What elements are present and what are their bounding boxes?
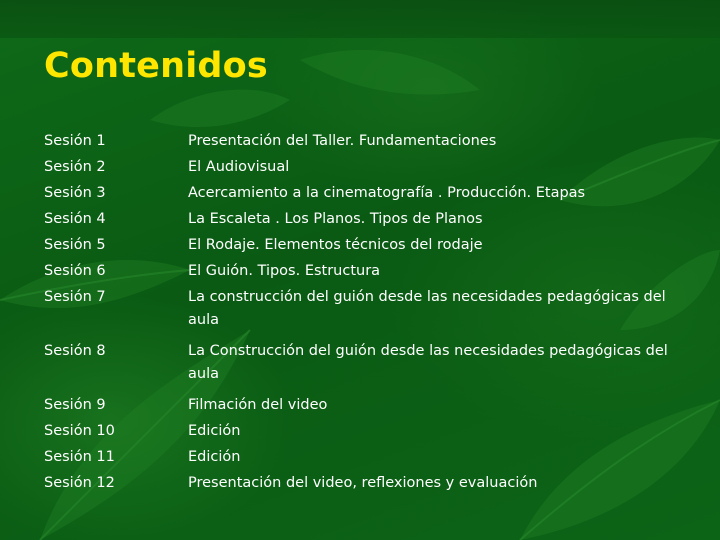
session-label: Sesión 8 bbox=[44, 343, 106, 359]
session-topic: El Audiovisual bbox=[188, 159, 290, 175]
list-item bbox=[44, 208, 704, 231]
session-label: Sesión 4 bbox=[44, 211, 106, 227]
session-label: Sesión 1 bbox=[44, 133, 106, 149]
session-topic: Edición bbox=[188, 423, 241, 439]
session-topic: El Guión. Tipos. Estructura bbox=[188, 263, 381, 279]
list-item bbox=[44, 446, 704, 469]
session-label: Sesión 5 bbox=[44, 237, 106, 253]
list-item bbox=[44, 130, 704, 153]
list-item bbox=[44, 420, 704, 443]
list-item bbox=[44, 156, 704, 179]
session-topic: Presentación del video, reflexiones y evaluación bbox=[188, 475, 538, 491]
session-label: Sesión 11 bbox=[44, 449, 115, 465]
list-item bbox=[44, 340, 704, 386]
contents-list bbox=[44, 130, 704, 498]
list-item bbox=[44, 394, 704, 417]
list-item bbox=[44, 286, 704, 332]
session-topic: La construcción del guión desde las necesidades pedagógicas del aula bbox=[188, 289, 666, 328]
session-label: Sesión 7 bbox=[44, 289, 106, 305]
session-label: Sesión 3 bbox=[44, 185, 106, 201]
session-label: Sesión 9 bbox=[44, 397, 106, 413]
session-topic: La Construcción del guión desde las necesidades pedagógicas del aula bbox=[188, 343, 668, 382]
session-label: Sesión 12 bbox=[44, 475, 115, 491]
list-item bbox=[44, 260, 704, 283]
list-item bbox=[44, 234, 704, 257]
session-topic: La Escaleta . Los Planos. Tipos de Planos bbox=[188, 211, 483, 227]
session-topic: Filmación del video bbox=[188, 397, 328, 413]
session-topic: Edición bbox=[188, 449, 241, 465]
session-topic: Presentación del Taller. Fundamentaciones bbox=[188, 133, 497, 149]
list-item bbox=[44, 182, 704, 205]
session-topic: Acercamiento a la cinematografía . Producción. Etapas bbox=[188, 185, 586, 201]
list-item bbox=[44, 472, 704, 495]
session-label: Sesión 2 bbox=[44, 159, 106, 175]
session-label: Sesión 6 bbox=[44, 263, 106, 279]
slide-title: Contenidos bbox=[44, 46, 268, 86]
session-topic: El Rodaje. Elementos técnicos del rodaje bbox=[188, 237, 483, 253]
session-label: Sesión 10 bbox=[44, 423, 115, 439]
